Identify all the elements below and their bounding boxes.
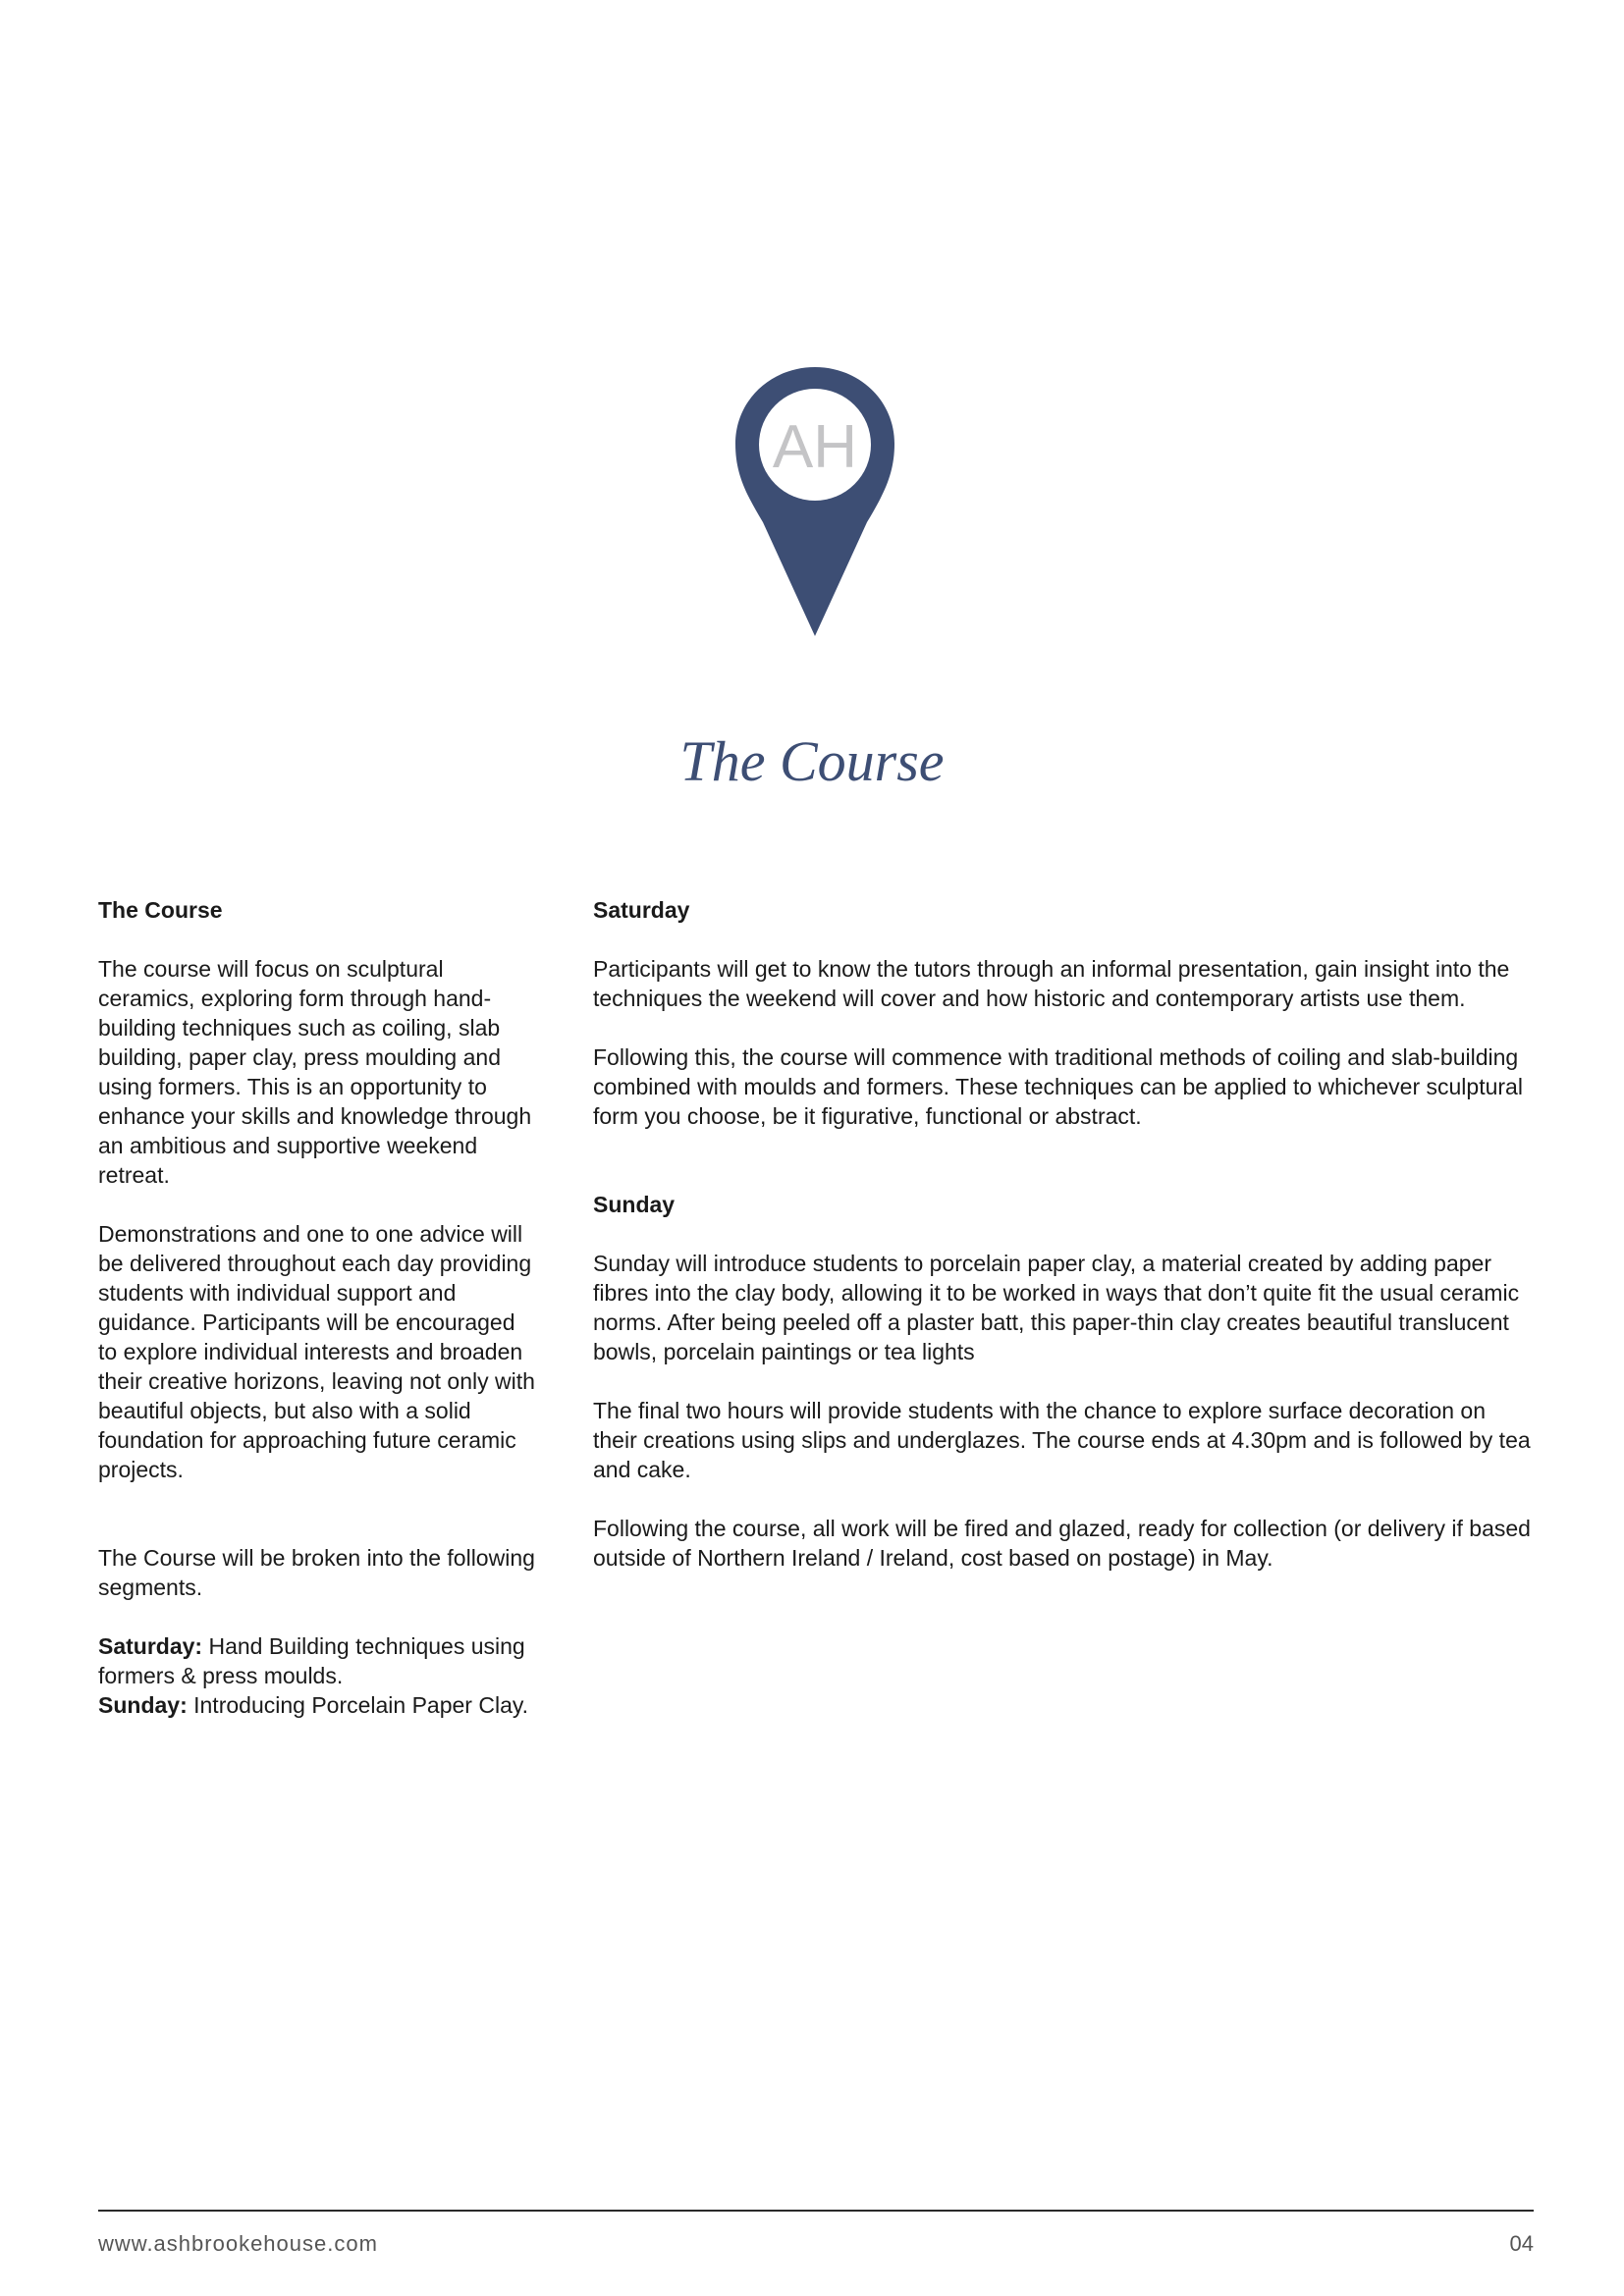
right-column [593, 895, 1536, 1573]
page-number: 04 [1509, 2231, 1534, 2256]
segment-sunday-label: Sunday: [98, 1692, 188, 1718]
footer-divider [98, 2210, 1534, 2212]
footer-url-link[interactable]: www.ashbrookehouse.com [98, 2231, 378, 2256]
segment-sunday [98, 1690, 540, 1720]
map-pin-logo-icon [733, 365, 896, 638]
segment-saturday-text: Hand Building techniques using formers & press moulds. [98, 1633, 525, 1688]
left-column [98, 895, 540, 1720]
left-paragraph-3: The Course will be broken into the following segments. [98, 1545, 535, 1600]
segment-saturday [98, 1631, 540, 1690]
sunday-paragraph-3: Following the course, all work will be fired and glazed, ready for collection (or delivery if based outside of Northern Ireland / Ireland, cost based on postage) in May. [593, 1516, 1531, 1571]
sunday-heading: Sunday [593, 1192, 676, 1217]
segment-sunday-text: Introducing Porcelain Paper Clay. [187, 1692, 529, 1718]
left-heading: The Course [98, 897, 223, 923]
segment-saturday-label: Saturday: [98, 1633, 203, 1659]
saturday-paragraph-2: Following this, the course will commence with traditional methods of coiling and slab-building combined with moulds and formers. These techniques can be applied to whichever sculptural form you choose, be it figurative, functional or abstract. [593, 1044, 1523, 1129]
left-paragraph-2: Demonstrations and one to one advice will be delivered throughout each day providing students with individual support and guidance. Participants will be encouraged to explore individual interests and broaden their creative horizons, leaving not only with beautiful objects, but also with a solid foundation for approaching future ceramic projects. [98, 1221, 535, 1482]
page-title: The Course [679, 729, 945, 793]
left-paragraph-1: The course will focus on sculptural ceramics, exploring form through hand-building techniques such as coiling, slab building, paper clay, press moulding and using formers. This is an opportunity to enhance your skills and knowledge through an ambitious and supportive weekend retreat. [98, 956, 532, 1188]
logo-letters: AH [772, 413, 858, 481]
sunday-paragraph-2: The final two hours will provide students with the chance to explore surface decoration on their creations using slips and underglazes. The course ends at 4.30pm and is followed by tea and cake. [593, 1398, 1531, 1482]
saturday-paragraph-1: Participants will get to know the tutors through an informal presentation, gain insight into the techniques the weekend will cover and how historic and contemporary artists use them. [593, 956, 1510, 1011]
saturday-heading: Saturday [593, 897, 690, 923]
sunday-paragraph-1: Sunday will introduce students to porcelain paper clay, a material created by adding paper fibres into the clay body, allowing it to be worked in ways that don’t quite fit the usual ceramic norms. After being peeled off a plaster batt, this paper-thin clay creates beautiful translucent bowls, porcelain paintings or tea lights [593, 1251, 1520, 1364]
